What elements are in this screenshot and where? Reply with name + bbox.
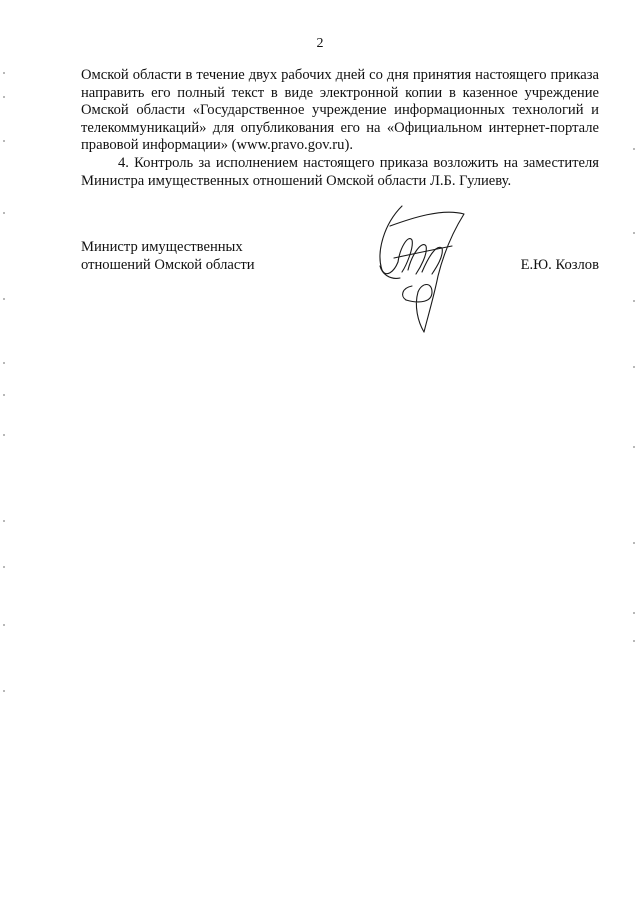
signatory-position-line-1: Министр имущественных bbox=[81, 239, 243, 255]
signer-name: Е.Ю. Козлов bbox=[520, 257, 599, 273]
right-margin-scan-marks bbox=[633, 0, 637, 905]
paragraph-control-item-4: 4. Контроль за исполнением настоящего приказа возложить на заместителя Министра имущественных отношений Омской области Л.Б. Гулиеву. bbox=[81, 154, 599, 189]
handwritten-signature bbox=[372, 196, 472, 336]
left-margin-scan-marks bbox=[3, 0, 7, 905]
body-text bbox=[81, 67, 599, 190]
signatory-position bbox=[81, 238, 255, 274]
paragraph-publication: Омской области в течение двух рабочих дней со дня принятия настоящего приказа направить его полный текст в виде электронной копии в казенное учреждение Омской области «Государственное учреждение информационных технологий и телекоммуникаций» для опубликования его на «Официальном интернет-портале правовой информации» (www.pravo.gov.ru). bbox=[81, 67, 599, 154]
signatory-position-line-2: отношений Омской области bbox=[81, 257, 255, 273]
page-number: 2 bbox=[316, 36, 324, 51]
